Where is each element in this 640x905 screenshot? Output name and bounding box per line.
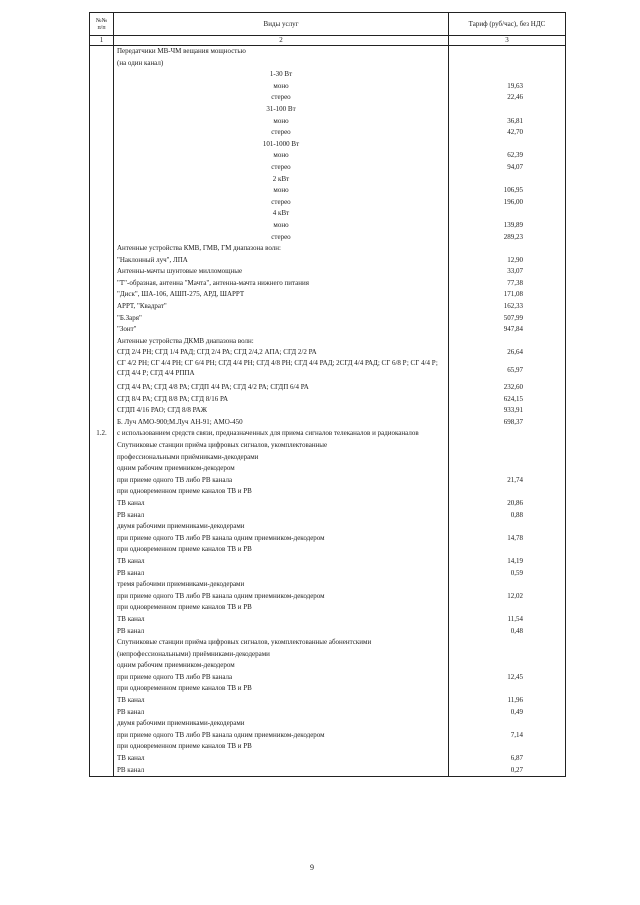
table-row (90, 278, 566, 290)
tariff-value: 11,54 (449, 614, 566, 626)
row-number (90, 498, 114, 510)
table-row (90, 637, 566, 649)
table-row (90, 591, 566, 603)
row-number (90, 116, 114, 128)
row-number (90, 544, 114, 556)
tariff-value: 196,00 (449, 197, 566, 209)
tariff-value: 11,96 (449, 695, 566, 707)
row-number (90, 208, 114, 220)
row-number (90, 150, 114, 162)
tariff-value: 7,14 (449, 730, 566, 742)
service-name: "Диск", ША-106, АШП-275, АРД, ШАРРТ (114, 289, 449, 301)
tariff-value: 933,91 (449, 405, 566, 417)
service-name: при одновременном приеме каналов ТВ и РВ (114, 602, 449, 614)
table-row (90, 683, 566, 695)
header-number: №№ п/п (90, 13, 114, 36)
row-number (90, 440, 114, 452)
row-number (90, 602, 114, 614)
row-number (90, 92, 114, 104)
service-name: ТВ канал (114, 498, 449, 510)
table-row (90, 81, 566, 93)
tariff-value (449, 683, 566, 695)
tariff-value: 12,02 (449, 591, 566, 603)
table-row (90, 116, 566, 128)
service-name: 1-30 Вт (114, 69, 449, 81)
row-number (90, 741, 114, 753)
service-name: тремя рабочими приемниками-декодерами (114, 579, 449, 591)
tariff-value: 65,97 (449, 359, 566, 382)
tariff-value (449, 718, 566, 730)
table-row (90, 266, 566, 278)
tariff-value: 36,81 (449, 116, 566, 128)
row-number (90, 753, 114, 765)
table-row (90, 486, 566, 498)
table-row (90, 336, 566, 348)
row-number (90, 637, 114, 649)
row-number (90, 127, 114, 139)
table-row (90, 695, 566, 707)
table-row (90, 46, 566, 58)
table-row (90, 174, 566, 186)
service-name: Антенные устройства КМВ, ГМВ, ГМ диапазона волн: (114, 243, 449, 255)
service-name: моно (114, 116, 449, 128)
row-number (90, 626, 114, 638)
table-row (90, 440, 566, 452)
row-number (90, 58, 114, 70)
table-row (90, 162, 566, 174)
table-row (90, 324, 566, 336)
row-number (90, 266, 114, 278)
row-number (90, 718, 114, 730)
table-row (90, 104, 566, 116)
tariff-value: 12,90 (449, 255, 566, 267)
row-number (90, 255, 114, 267)
tariff-value (449, 637, 566, 649)
table-body (90, 46, 566, 777)
service-name: ТВ канал (114, 614, 449, 626)
tariff-value: 94,07 (449, 162, 566, 174)
table-row (90, 765, 566, 777)
table-row (90, 568, 566, 580)
row-number (90, 278, 114, 290)
service-name: при приеме одного ТВ либо РВ канала (114, 672, 449, 684)
column-number-1: 1 (90, 36, 114, 46)
row-number (90, 672, 114, 684)
service-name: моно (114, 81, 449, 93)
tariff-value: 624,15 (449, 394, 566, 406)
tariff-value: 21,74 (449, 475, 566, 487)
tariff-document (89, 12, 558, 774)
service-name: Антенные устройства ДКМВ диапазона волн: (114, 336, 449, 348)
service-name: моно (114, 150, 449, 162)
table-row (90, 579, 566, 591)
table-row (90, 753, 566, 765)
row-number (90, 139, 114, 151)
tariff-value (449, 452, 566, 464)
service-name: ТВ канал (114, 753, 449, 765)
service-name: Спутниковые станции приёма цифровых сигналов, укомплектованные абонентскими (114, 637, 449, 649)
table-row (90, 289, 566, 301)
service-name: стерео (114, 162, 449, 174)
tariff-value (449, 660, 566, 672)
tariff-value: 14,78 (449, 533, 566, 545)
page-number: 9 (310, 863, 314, 872)
service-name: при приеме одного ТВ либо РВ канала (114, 475, 449, 487)
table-row (90, 405, 566, 417)
column-number-2: 2 (114, 36, 449, 46)
tariff-value (449, 69, 566, 81)
table-row (90, 649, 566, 661)
tariff-value: 0,48 (449, 626, 566, 638)
table-row (90, 185, 566, 197)
row-number (90, 695, 114, 707)
service-name: РВ канал (114, 510, 449, 522)
row-number (90, 649, 114, 661)
tariff-value: 42,70 (449, 127, 566, 139)
row-number (90, 313, 114, 325)
table-row (90, 394, 566, 406)
tariff-value: 14,19 (449, 556, 566, 568)
tariff-value (449, 46, 566, 58)
table-row (90, 533, 566, 545)
tariff-value: 0,49 (449, 707, 566, 719)
service-name: 31-100 Вт (114, 104, 449, 116)
table-row (90, 139, 566, 151)
service-name: при приеме одного ТВ либо РВ канала одним приемником-декодером (114, 591, 449, 603)
row-number (90, 289, 114, 301)
service-name: СГД 8/4 РА; СГД 8/8 РА; СГД 8/16 РА (114, 394, 449, 406)
row-number (90, 533, 114, 545)
tariff-value (449, 428, 566, 440)
tariff-value: 507,99 (449, 313, 566, 325)
tariff-value: 171,08 (449, 289, 566, 301)
tariff-value: 0,27 (449, 765, 566, 777)
service-name: 4 кВт (114, 208, 449, 220)
tariff-value: 232,60 (449, 382, 566, 394)
row-number (90, 417, 114, 429)
tariff-value (449, 336, 566, 348)
table-row (90, 313, 566, 325)
row-number (90, 336, 114, 348)
table-row (90, 255, 566, 267)
table-row (90, 208, 566, 220)
service-name: СГД 4/4 РА; СГД 4/8 РА; СГДП 4/4 РА; СГД 4/2 РА; СГДП 6/4 РА (114, 382, 449, 394)
service-name: при приеме одного ТВ либо РВ канала одним приемником-декодером (114, 730, 449, 742)
table-row (90, 92, 566, 104)
service-name: при одновременном приеме каналов ТВ и РВ (114, 741, 449, 753)
tariff-table (89, 12, 566, 777)
row-number: 1.2. (90, 428, 114, 440)
tariff-value (449, 649, 566, 661)
tariff-value (449, 104, 566, 116)
service-name: двумя рабочими приемниками-декодерами (114, 521, 449, 533)
table-row (90, 498, 566, 510)
tariff-value (449, 243, 566, 255)
tariff-value: 20,86 (449, 498, 566, 510)
tariff-value: 698,37 (449, 417, 566, 429)
tariff-value (449, 486, 566, 498)
table-row (90, 707, 566, 719)
row-number (90, 765, 114, 777)
tariff-value: 19,63 (449, 81, 566, 93)
table-row (90, 301, 566, 313)
tariff-value (449, 139, 566, 151)
table-row (90, 347, 566, 359)
tariff-value: 0,59 (449, 568, 566, 580)
service-name: "Наклонный луч", ЛПА (114, 255, 449, 267)
row-number (90, 359, 114, 382)
tariff-value: 22,46 (449, 92, 566, 104)
row-number (90, 46, 114, 58)
row-number (90, 452, 114, 464)
table-row (90, 730, 566, 742)
service-name: СГД 2/4 РН; СГД 1/4 РАД; СГД 2/4 РА; СГД 2/4,2 АПА; СГД 2/2 РА (114, 347, 449, 359)
row-number (90, 81, 114, 93)
service-name: при одновременном приеме каналов ТВ и РВ (114, 544, 449, 556)
column-number-row (90, 36, 566, 46)
row-number (90, 185, 114, 197)
table-row (90, 718, 566, 730)
row-number (90, 220, 114, 232)
tariff-value (449, 741, 566, 753)
row-number (90, 730, 114, 742)
service-name: моно (114, 185, 449, 197)
tariff-value (449, 579, 566, 591)
table-row (90, 672, 566, 684)
row-number (90, 660, 114, 672)
service-name: двумя рабочими приемниками-декодерами (114, 718, 449, 730)
service-name: с использованием средств связи, предназначенных для приема сигналов телеканалов и радиоканалов (114, 428, 449, 440)
service-name: РВ канал (114, 765, 449, 777)
row-number (90, 301, 114, 313)
tariff-value (449, 208, 566, 220)
table-row (90, 150, 566, 162)
tariff-value (449, 174, 566, 186)
tariff-value: 289,23 (449, 232, 566, 244)
table-row (90, 197, 566, 209)
service-name: профессиональными приёмниками-декодерами (114, 452, 449, 464)
tariff-value: 12,45 (449, 672, 566, 684)
row-number (90, 197, 114, 209)
row-number (90, 69, 114, 81)
row-number (90, 521, 114, 533)
table-row (90, 232, 566, 244)
table-row (90, 556, 566, 568)
service-name: Передатчики МВ-ЧМ вещания мощностью (114, 46, 449, 58)
service-name: при одновременном приеме каналов ТВ и РВ (114, 486, 449, 498)
table-row (90, 58, 566, 70)
tariff-value: 77,38 (449, 278, 566, 290)
row-number (90, 347, 114, 359)
table-row (90, 602, 566, 614)
table-row (90, 614, 566, 626)
table-row (90, 660, 566, 672)
tariff-value: 947,84 (449, 324, 566, 336)
row-number (90, 174, 114, 186)
service-name: "Зонт" (114, 324, 449, 336)
row-number (90, 394, 114, 406)
service-name: СГДП 4/16 РАО; СГД 8/8 РАЖ (114, 405, 449, 417)
tariff-value (449, 544, 566, 556)
tariff-value (449, 463, 566, 475)
service-name: СГ 4/2 РН; СГ 4/4 РН; СГ 6/4 РН; СГД 4/4 РН; СГД 4/8 РН; СГД 4/4 РАД; 2СГД 4/4 РАД; СГ 6/8 Р; СГ 4/4 Р; СГД 4/4 Р; СГД 4/4 РППА (114, 359, 449, 382)
tariff-value (449, 440, 566, 452)
table-row (90, 220, 566, 232)
row-number (90, 405, 114, 417)
service-name: Б. Луч АМО-900;М.Луч АН-91; АМО-450 (114, 417, 449, 429)
tariff-value: 106,95 (449, 185, 566, 197)
service-name: Спутниковые станции приёма цифровых сигналов, укомплектованные (114, 440, 449, 452)
column-number-3: 3 (449, 36, 566, 46)
tariff-value: 6,87 (449, 753, 566, 765)
row-number (90, 475, 114, 487)
service-name: "Т"-образная, антенна "Мачта", антенна-мачта нижнего питания (114, 278, 449, 290)
row-number (90, 591, 114, 603)
service-name: РВ канал (114, 626, 449, 638)
service-name: 2 кВт (114, 174, 449, 186)
table-row (90, 741, 566, 753)
row-number (90, 579, 114, 591)
service-name: одним рабочим приемником-декодером (114, 660, 449, 672)
service-name: РВ канал (114, 707, 449, 719)
row-number (90, 510, 114, 522)
service-name: РВ канал (114, 568, 449, 580)
row-number (90, 104, 114, 116)
tariff-value: 0,88 (449, 510, 566, 522)
tariff-value: 26,64 (449, 347, 566, 359)
row-number (90, 614, 114, 626)
service-name: (непрофессиональными) приёмниками-декодерами (114, 649, 449, 661)
row-number (90, 486, 114, 498)
table-row (90, 359, 566, 382)
service-name: при одновременном приеме каналов ТВ и РВ (114, 683, 449, 695)
row-number (90, 243, 114, 255)
service-name: моно (114, 220, 449, 232)
row-number (90, 162, 114, 174)
tariff-value: 162,33 (449, 301, 566, 313)
service-name: одним рабочим приемником-декодером (114, 463, 449, 475)
row-number (90, 707, 114, 719)
service-name: 101-1000 Вт (114, 139, 449, 151)
table-row (90, 127, 566, 139)
service-name: стерео (114, 232, 449, 244)
header-tariff: Тариф (руб/час), без НДС (449, 13, 566, 36)
table-row (90, 463, 566, 475)
tariff-value (449, 58, 566, 70)
service-name: стерео (114, 197, 449, 209)
service-name: "Б.Заря" (114, 313, 449, 325)
row-number (90, 683, 114, 695)
table-row (90, 521, 566, 533)
tariff-value: 139,89 (449, 220, 566, 232)
table-row (90, 417, 566, 429)
table-row (90, 452, 566, 464)
row-number (90, 463, 114, 475)
table-header-row (90, 13, 566, 36)
service-name: стерео (114, 127, 449, 139)
table-row (90, 475, 566, 487)
service-name: АРРТ, "Квадрат" (114, 301, 449, 313)
table-row (90, 544, 566, 556)
row-number (90, 556, 114, 568)
row-number (90, 232, 114, 244)
table-row (90, 510, 566, 522)
service-name: при приеме одного ТВ либо РВ канала одним приемником-декодером (114, 533, 449, 545)
service-name: ТВ канал (114, 556, 449, 568)
service-name: (на один канал) (114, 58, 449, 70)
row-number (90, 324, 114, 336)
header-service: Виды услуг (114, 13, 449, 36)
service-name: ТВ канал (114, 695, 449, 707)
row-number (90, 568, 114, 580)
tariff-value: 62,39 (449, 150, 566, 162)
table-row (90, 626, 566, 638)
table-row (90, 243, 566, 255)
service-name: Антенны-мачты шунтовые милломощные (114, 266, 449, 278)
service-name: стерео (114, 92, 449, 104)
tariff-value: 33,07 (449, 266, 566, 278)
table-row (90, 69, 566, 81)
tariff-value (449, 602, 566, 614)
tariff-value (449, 521, 566, 533)
table-row (90, 428, 566, 440)
row-number (90, 382, 114, 394)
table-row (90, 382, 566, 394)
